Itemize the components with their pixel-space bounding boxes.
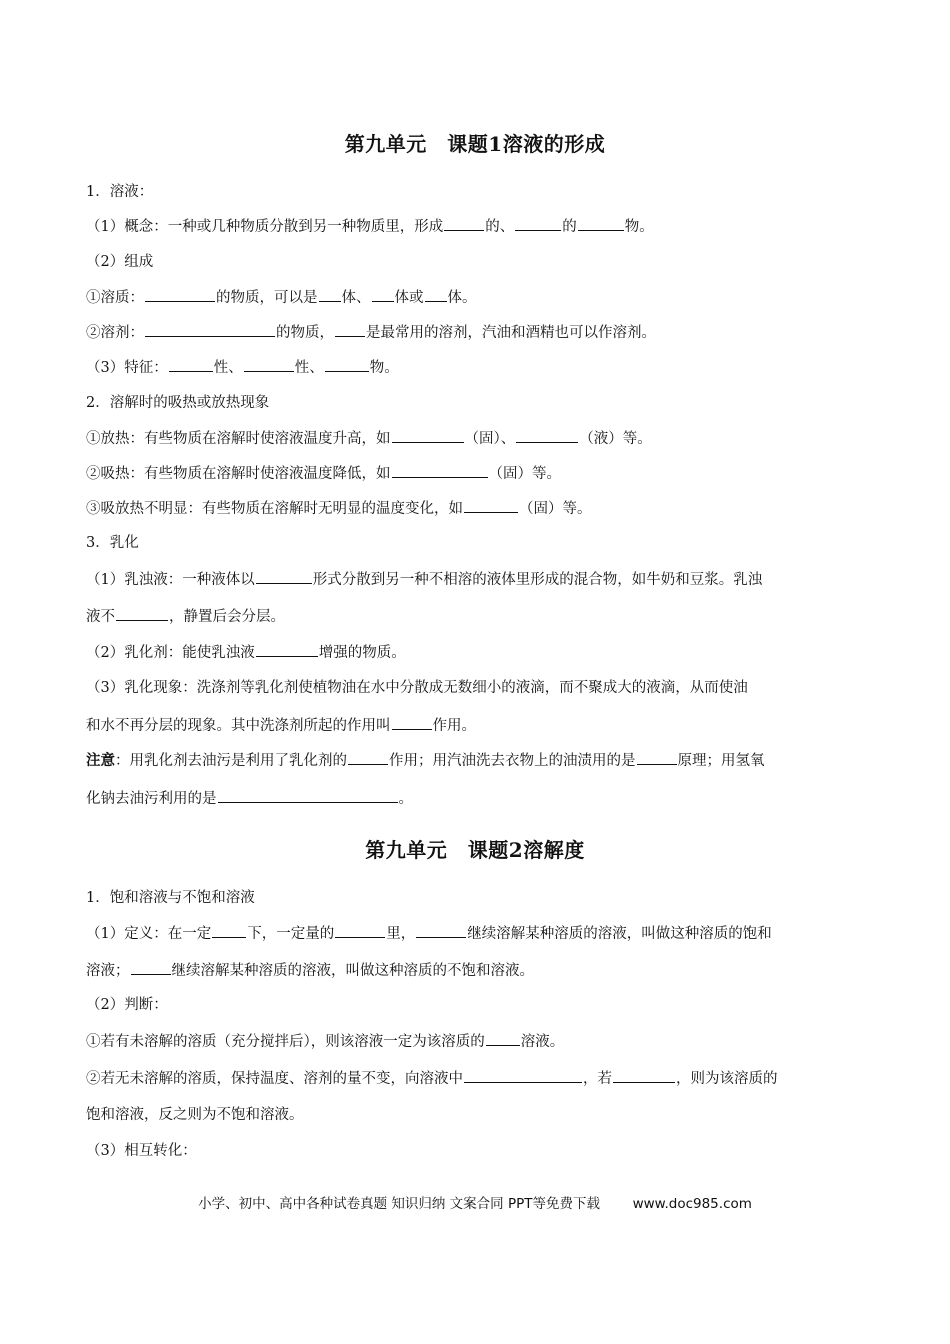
features-line: （3）特征： 性、 性、 物。	[86, 357, 866, 378]
conversion-heading: （3）相互转化：	[86, 1143, 197, 1159]
heading-solution: 1．溶液：	[86, 184, 154, 200]
neutral-heat-line: ③吸放热不明显：有些物质在溶解时无明显的温度变化，如 （固）等。	[86, 498, 866, 519]
definition-line-1: （1）定义：在一定 下，一定量的 里， 继续溶解某种溶质的溶液，叫做这种溶质的饱和	[86, 923, 866, 944]
exothermic-line: ①放热：有些物质在溶解时使溶液温度升高，如 （固）、 （液）等。	[86, 428, 866, 449]
section-title-2: 第九单元 课题2溶解度	[365, 838, 585, 862]
heading-saturated: 1．饱和溶液与不饱和溶液	[86, 890, 255, 906]
heading-emulsify: 3．乳化	[86, 535, 139, 551]
judge-heading: （2）判断：	[86, 997, 168, 1013]
emulsify-phenomenon-2: 和水不再分层的现象。其中洗涤剂所起的作用叫 作用。	[86, 715, 866, 736]
endothermic-line: ②吸热：有些物质在溶解时使溶液温度降低，如 （固）等。	[86, 463, 866, 484]
judge-line-1: ①若有未溶解的溶质（充分搅拌后），则该溶液一定为该溶质的 溶液。	[86, 1031, 866, 1052]
footer	[0, 1192, 950, 1212]
judge-line-2: ②若无未溶解的溶质，保持温度、溶剂的量不变，向溶液中 ，若 ，则为该溶质的	[86, 1068, 866, 1089]
solvent-line: ②溶剂： 的物质， 是最常用的溶剂，汽油和酒精也可以作溶剂。	[86, 322, 866, 343]
composition-heading: （2）组成	[86, 254, 154, 270]
solute-line: ①溶质： 的物质，可以是 体、 体或 体。	[86, 287, 866, 308]
emulsify-phenomenon-1: （3）乳化现象：洗涤剂等乳化剂使植物油在水中分散成无数细小的液滴，而不聚成大的液滴，从而使油	[86, 680, 748, 696]
emulsion-line-2: 液不 ，静置后会分层。	[86, 606, 866, 627]
concept-line: （1）概念：一种或几种物质分散到另一种物质里，形成 的、 的 物。	[86, 216, 866, 237]
note-line-1: 注意：用乳化剂去油污是利用了乳化剂的 作用；用汽油洗去衣物上的油渍用的是 原理；用氢氧	[86, 752, 765, 769]
note-label: 注意	[86, 752, 115, 769]
judge-line-3: 饱和溶液，反之则为不饱和溶液。	[86, 1107, 304, 1123]
section-title-1: 第九单元 课题1溶液的形成	[344, 132, 606, 156]
heading-heat: 2．溶解时的吸热或放热现象	[86, 395, 270, 411]
definition-line-2: 溶液； 继续溶解某种溶质的溶液，叫做这种溶质的不饱和溶液。	[86, 960, 866, 981]
note-line-2: 化钠去油污利用的是 。	[86, 788, 866, 809]
emulsion-line-1: （1）乳浊液：一种液体以 形式分散到另一种不相溶的液体里形成的混合物，如牛奶和豆浆。乳浊	[86, 569, 866, 590]
footer-url[interactable]: www.doc985.com	[632, 1196, 752, 1212]
emulsifier-line: （2）乳化剂：能使乳浊液 增强的物质。	[86, 642, 866, 663]
footer-text: 小学、初中、高中各种试卷真题 知识归纳 文案合同 PPT等免费下载	[198, 1196, 600, 1212]
